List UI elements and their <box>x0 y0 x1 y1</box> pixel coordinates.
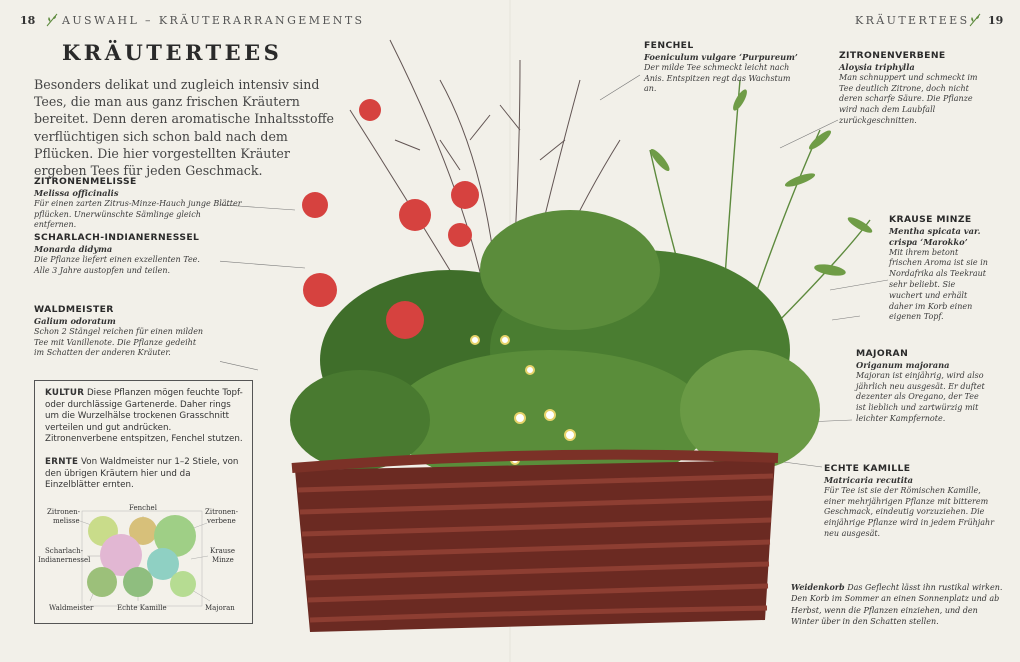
plant-label-fenchel <box>644 40 804 95</box>
diag-label-scharlach-1: Scharlach- <box>45 547 83 555</box>
plant-name: ZITRONENVERBENE <box>839 50 946 61</box>
diag-label-melisse-2: melisse <box>53 517 80 525</box>
plant-desc: Schon 2 Stängel reichen für einen milden Tee mit Vanillenote. Die Pflanze gedeiht im Schatten der anderen Kräuter. <box>34 326 204 358</box>
plant-name: ZITRONENMELISSE <box>34 176 137 187</box>
intro-text: Besonders delikat und zugleich intensiv sind Tees, die man aus ganz frischen Kräutern bereitet. Denn deren aromatische Inhaltsstoffe verflüchtigen sich schon bald nach dem Pflücken. Die hier vorgestellten Kräuter ergeben Tees für jeden Geschmack. <box>34 77 334 179</box>
foliage <box>290 210 820 490</box>
plant-desc: Für einen zarten Zitrus-Minze-Hauch junge Blätter pflücken. Unerwünschte Sämlinge gleich entfernen. <box>34 198 242 230</box>
plant-name: SCHARLACH-INDIANERNESSEL <box>34 232 200 243</box>
plant-name: WALDMEISTER <box>34 304 114 315</box>
page-number-right: 19 <box>988 14 1004 27</box>
ernte-label: ERNTE <box>45 457 79 467</box>
plant-desc: Majoran ist einjährig, wird also jährlich neu ausgesät. Er duftet dezenter als Oregano, der Tee ist lieblich und zartwürzig mit leichter Kampfernote. <box>856 370 985 423</box>
wicker-basket <box>292 455 778 632</box>
plant-label-scharlach <box>34 232 204 276</box>
plant-label-zitronenverbene <box>839 50 989 127</box>
plant-latin: Galium odoratum <box>34 316 116 326</box>
running-head-left: AUSWAHL – KRÄUTERARRANGEMENTS <box>62 14 365 27</box>
kamille-circle <box>123 567 153 597</box>
plant-name: KRAUSE MINZE <box>889 214 972 225</box>
care-info-box <box>34 380 253 624</box>
plant-latin: Melissa officinalis <box>34 188 119 198</box>
plant-latin: Matricaria recutita <box>824 475 914 485</box>
plant-desc: Für Tee ist sie der Römischen Kamille, einer mehrjährigen Pflanze mit bitterem Geschmack, eindeutig vorzuziehen. Die einjährige Pflanze wird in jedem Frühjahr neu ausgesät. <box>824 485 995 538</box>
plant-name: FENCHEL <box>644 40 694 51</box>
plant-label-kamille <box>824 463 994 540</box>
weidenkorb-note <box>791 582 1003 628</box>
sprig-icon <box>45 13 59 27</box>
kultur-label: KULTUR <box>45 388 85 398</box>
plant-label-majoran <box>856 348 986 425</box>
diag-label-scharlach-2: Indianernessel <box>38 556 91 564</box>
plant-label-zitronenmelisse <box>34 176 244 231</box>
diag-label-melisse-1: Zitronen- <box>47 508 81 516</box>
page-number-left: 18 <box>20 14 36 27</box>
running-head-right: KRÄUTERTEES <box>855 14 970 27</box>
plant-desc: Mit ihrem betont frischen Aroma ist sie in Nordafrika als Teekraut sehr beliebt. Sie wuchert und erhält daher im Korb einen eigenen Topf. <box>889 247 988 322</box>
plant-desc: Der milde Tee schmeckt leicht nach Anis. Entspitzen regt das Wachstum an. <box>644 62 791 94</box>
weidenkorb-label: Weidenkorb <box>791 582 845 592</box>
diag-label-verbene-1: Zitronen- <box>205 508 239 516</box>
diag-label-fenchel: Fenchel <box>129 504 157 512</box>
kultur-text: Diese Pflanzen mögen feuchte Topf- oder durchlässige Gartenerde. Daher rings um die Wurzelhälse trockenen Grasschnitt verteilen und gut andrücken. Zitronenverbene entspitzen, Fenchel stutzen. <box>45 388 243 445</box>
majoran-circle <box>170 571 196 597</box>
plant-latin: Origanum majorana <box>856 360 950 370</box>
waldmeister-circle <box>87 567 117 597</box>
plant-latin: Monarda didyma <box>34 244 113 254</box>
herb-basket-illustration <box>220 20 910 640</box>
diag-label-verbene-2: verbene <box>207 517 236 525</box>
sprig-icon <box>968 13 982 27</box>
plant-desc: Die Pflanze liefert einen exzellenten Tee. Alle 3 Jahre austopfen und teilen. <box>34 254 200 275</box>
plant-desc: Man schnuppert und schmeckt im Tee deutlich Zitrone, doch nicht deren scharfe Säure. Die Pflanze wird nach dem Laubfall zurückgeschnitten. <box>839 72 978 125</box>
plant-latin: Mentha spicata var. crispa ‘Marokko’ <box>889 226 981 247</box>
diag-label-kamille: Echte Kamille <box>117 604 167 612</box>
plant-label-krause-minze <box>889 214 989 323</box>
diag-label-krause-2: Minze <box>212 556 234 564</box>
planting-diagram <box>35 381 254 625</box>
page-title: KRÄUTERTEES <box>62 40 283 65</box>
plant-name: ECHTE KAMILLE <box>824 463 911 474</box>
diag-label-waldmeister: Waldmeister <box>49 604 94 612</box>
weidenkorb-text: Das Geflecht lässt ihn rustikal wirken. Den Korb im Sommer an einen Sonnenplatz und ab Herbst, wenn die Pflanzen einziehen, und den Winter über in den Schatten stellen. <box>791 583 1003 627</box>
plant-label-waldmeister <box>34 304 204 359</box>
diag-label-majoran: Majoran <box>205 604 235 612</box>
ernte-text: Von Waldmeister nur 1–2 Stiele, von den übrigen Kräutern hier und da Einzelblätter ernten. <box>45 457 239 491</box>
plant-latin: Aloysia triphylla <box>839 62 915 72</box>
diag-label-krause-1: Krause <box>210 547 235 555</box>
plant-name: MAJORAN <box>856 348 909 359</box>
plant-latin: Foeniculum vulgare ‘Purpureum’ <box>644 52 798 62</box>
